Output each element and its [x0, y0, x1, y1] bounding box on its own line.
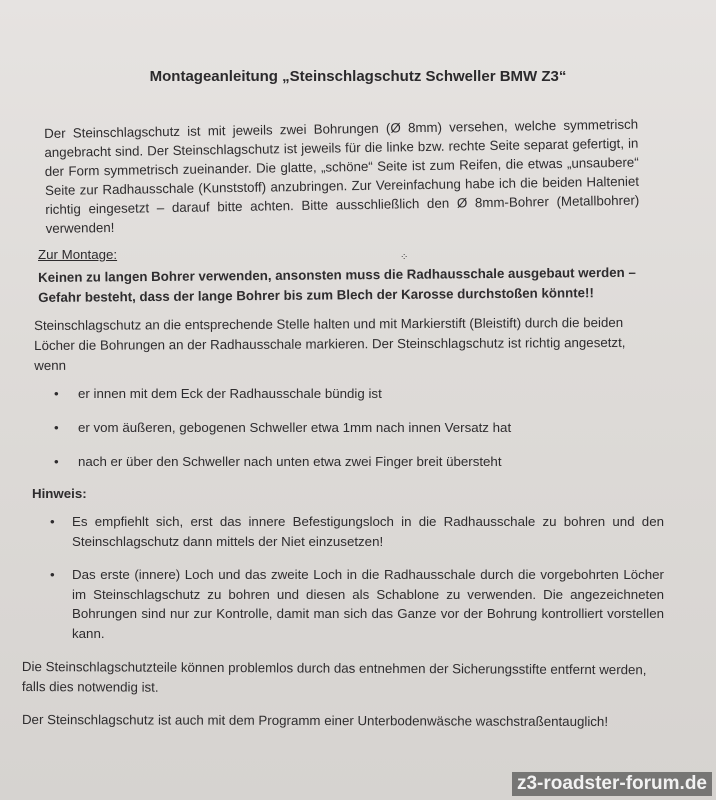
wash-paragraph: Der Steinschlagschutz ist auch mit dem Programm einer Unterbodenwäsche waschstraßentauglich!	[21, 712, 609, 730]
condition-text: er vom äußeren, gebogenen Schweller etwa 1mm nach innen Versatz hat	[78, 420, 512, 435]
bullet-icon: •	[54, 454, 59, 469]
document-title: Montageanleitung „Steinschlagschutz Schweller BMW Z3“	[149, 68, 567, 85]
bullet-icon: •	[54, 420, 59, 435]
hinweis-text: Das erste (innere) Loch und das zweite Loch in die Radhausschale durch die vorgebohrten Löcher im Steinschlagschutz zu bohren und diesen als Schablone zu verwenden. Die angezeichneten Bohrungen sind nur zur Kontrolle, damit man sich das Ganze vor der Bohrung kontrolliert vorstellen kann.	[72, 567, 664, 641]
bullet-icon: •	[54, 386, 59, 401]
hinweis-text: Es empfiehlt sich, erst das innere Befestigungsloch in die Radhausschale zu bohren und den Steinschlagschutz dann mittels der Niet einzusetzen!	[72, 514, 664, 549]
condition-text: er innen mit dem Eck der Radhausschale bündig ist	[78, 386, 382, 401]
marking-paragraph: Steinschlagschutz an die entsprechende Stelle halten und mit Markierstift (Bleistift) durch die beiden Löcher die Bohrungen an der Radhausschale markieren. Der Steinschlagschutz ist richtig angesetzt, wenn	[34, 314, 626, 373]
list-item	[52, 384, 652, 418]
intro-paragraph: Der Steinschlagschutz ist mit jeweils zwei Bohrungen (Ø 8mm) versehen, welche symmetrisch angebracht sind. Der Steinschlagschutz ist jeweils für die linke bzw. rechte Seite separat gefertigt, in der Form symmetrisch zueinander. Die glatte, „schöne“ Seite ist zum Reifen, die etwas „unsaubere“ Seite zur Radhausschale (Kunststoff) anzubringen. Zur Vereinfachung habe ich die beiden Halteniet richtig eingesetzt – darauf bitte achten. Bitte ausschließlich den Ø 8mm-Bohrer (Metallbohrer) verwenden!	[44, 116, 640, 236]
stray-mark: ⁘	[400, 252, 409, 263]
bullet-icon: •	[50, 567, 55, 582]
condition-text: nach er über den Schweller nach unten etwa zwei Finger breit übersteht	[78, 454, 502, 469]
montage-heading: Zur Montage:	[38, 247, 118, 262]
watermark: z3-roadster-forum.de	[512, 772, 712, 796]
list-item	[48, 565, 664, 643]
list-item	[52, 452, 652, 486]
warning-paragraph: Keinen zu langen Bohrer verwenden, ansonsten muss die Radhausschale ausgebaut werden – Gefahr besteht, dass der lange Bohrer bis zum Blech der Karosse durchstoßen könnte!!	[38, 264, 636, 305]
condition-list	[52, 384, 652, 486]
list-item	[52, 418, 652, 452]
list-item	[48, 512, 664, 551]
hinweis-heading: Hinweis:	[32, 486, 87, 501]
bullet-icon: •	[50, 514, 55, 529]
hinweis-list	[48, 512, 664, 657]
removal-paragraph: Die Steinschlagschutzteile können problemlos durch das entnehmen der Sicherungsstifte entfernt werden, falls dies notwendig ist.	[21, 659, 647, 695]
